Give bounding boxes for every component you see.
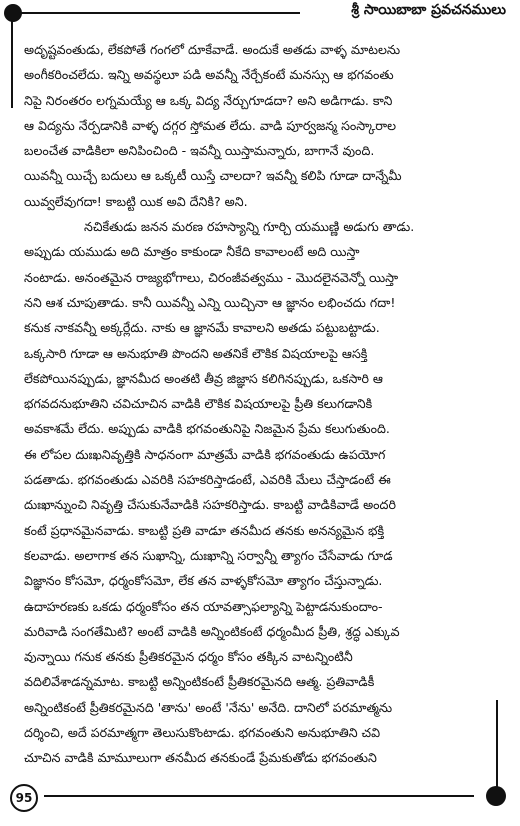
text-line: నని ఆశ చూపుతాడు. కానీ యివన్నీ ఎన్ని యిచ్చినా ఆ జ్ఞానం లభించదు గదా!: [24, 294, 396, 310]
text-line: నిపై నిరంతరం లగ్నమయ్యే ఆ ఒక్క విద్య నేర్చుగూడదా? అని అడిగాడు. కాని: [24, 92, 393, 108]
text-line: కలవాడు. అలాగాక తన సుఖాన్ని, దుఃఖాన్ని సర్వాన్నీ త్యాగం చేసేవాడు గూడ: [24, 547, 393, 563]
footer-bullet: [486, 786, 506, 806]
header-rule: [18, 12, 300, 14]
text-line: వున్నాయి గనుక తనకు ప్రీతికరమైన ధర్మం కోసం తక్కిన వాటన్నింటినీ: [24, 649, 353, 665]
text-line: అంగీకరించలేదు. ఇన్ని అవస్థలూ పడి అవన్నీ నేర్చేకంటే మనస్సు ఆ భగవంతు: [24, 67, 394, 83]
text-line: చూచిన వాడికి మామూలుగా తనమీద తనకుండే ప్రేమకుతోడు భగవంతుని: [24, 750, 377, 766]
text-line: విజ్ఞానం కోసమో, ధర్మంకోసమో, లేక తన వాళ్ళకోసమో త్యాగం చేస్తున్నాడు.: [24, 573, 383, 589]
left-margin-rule: [11, 18, 13, 108]
text-line: లేకపోయినప్పుడు, జ్ఞానమీద అంతటి తీవ్ర జిజ్ఞాస కలిగినప్పుడు, ఒకసారి ఆ: [24, 370, 383, 386]
text-line: ఒక్కసారి గూడా ఆ అనుభూతి పొందని అతనికే లౌకిక విషయాలపై ఆసక్తి: [24, 345, 368, 361]
footer-rule: [44, 795, 474, 797]
text-line: యివ్వలేవుగదా! కాబట్టి యిక అవి దేనికి? అని.: [24, 193, 248, 209]
right-margin-rule: [496, 700, 498, 796]
text-line: బలంచేత వాడికిలా అనిపించింది - ఇవన్నీ యిస్తామన్నారు, బాగానే వుంది.: [24, 143, 375, 159]
text-line: ఉదాహరణకు ఒకడు ధర్మంకోసం తన యావత్సాఫల్యాన్ని పెట్టాడనుకుందాం-: [24, 598, 383, 614]
body-text: [24, 37, 494, 771]
text-line: ఈ లోపల దుఃఖనివృత్తికి సాధనంగా మాత్రమే వాడికి భగవంతుడు ఉపయోగ: [24, 446, 386, 462]
text-line: అప్పుడు యముడు అది మాత్రం కాకుండా నీకేది కావాలంటే అది యిస్తా: [24, 244, 360, 260]
text-line: దర్శించి, అదే పరమాత్మగా తెలుసుకొంటాడు. భగవంతుని అనుభూతిని చవి: [24, 725, 381, 741]
text-line: అదృష్టవంతుడు, లేకపోతే గంగలో దూకేవాడే. అందుకే అతడు వాళ్ళ మాటలను: [24, 42, 401, 57]
text-line: నచికేతుడు జనన మరణ రహస్యాన్ని గూర్చి యముణ్ణి అడుగు తాడు.: [84, 219, 415, 235]
page-number: 95: [10, 784, 38, 812]
text-line: కనుక నాకవన్నీ అక్కర్లేదు. నాకు ఆ జ్ఞానమే కావాలని అతడు పట్టుబట్టాడు.: [24, 320, 380, 336]
text-line: మరివాడి సంగతేమిటి? అంటే వాడికి అన్నింటికంటే ధర్మంమీద ప్రీతి, శ్రద్ధ ఎక్కువ: [24, 623, 400, 639]
text-line: అన్నింటికంటే ప్రీతికరమైనది 'తాను' అంటే 'నేను' అనేది. దానిలో పరమాత్మను: [24, 699, 393, 715]
text-line: యివన్నీ యిచ్చే బదులు ఆ ఒక్కటీ యిస్తే చాలదా? ఇవన్నీ కలిపి గూడా దాన్నేమీ: [24, 168, 402, 184]
text-line: దుఃఖాన్నుంచి నివృత్తి చేసుకునేవాడికి సహకరిస్తాడు. కాబట్టి వాడికివాడే అందరి: [24, 497, 396, 513]
text-line: పడతాడు. భగవంతుడు ఎవరికి సహకరిస్తాడంటే, ఎవరికి మేలు చేస్తాడంటే ఈ: [24, 472, 391, 488]
text-line: వదిలివేశాడన్నమాట. కాబట్టి అన్నింటికంటే ప్రీతికరమైనది ఆత్మ. ప్రతివాడికీ: [24, 674, 375, 690]
text-line: కంటే ప్రధానమైనవాడు. కాబట్టి ప్రతి వాడూ తనమీద తనకు అనన్యమైన భక్తి: [24, 522, 385, 538]
text-line: ఆ విద్యను నేర్పడానికి వాళ్ళ దగ్గర స్తోమత లేదు. వాడి పూర్వజన్మ సంస్కారాల: [24, 117, 397, 133]
text-line: నంటాడు. అనంతమైన రాజ్యభోగాలు, చిరంజీవత్వము - మొదలైనవెన్నో యిస్తా: [24, 269, 399, 285]
text-line: అవకాశమే లేదు. అప్పుడు వాడికి భగవంతునిపై నిజమైన ప్రేమ కలుగుతుంది.: [24, 421, 390, 437]
running-header: శ్రీ సాయిబాబా ప్రవచనములు: [351, 2, 506, 18]
text-line: భగవదనుభూతిని చవిచూచిన వాడికి లౌకిక విషయాలపై ప్రీతి కలుగడానికి: [24, 396, 373, 412]
